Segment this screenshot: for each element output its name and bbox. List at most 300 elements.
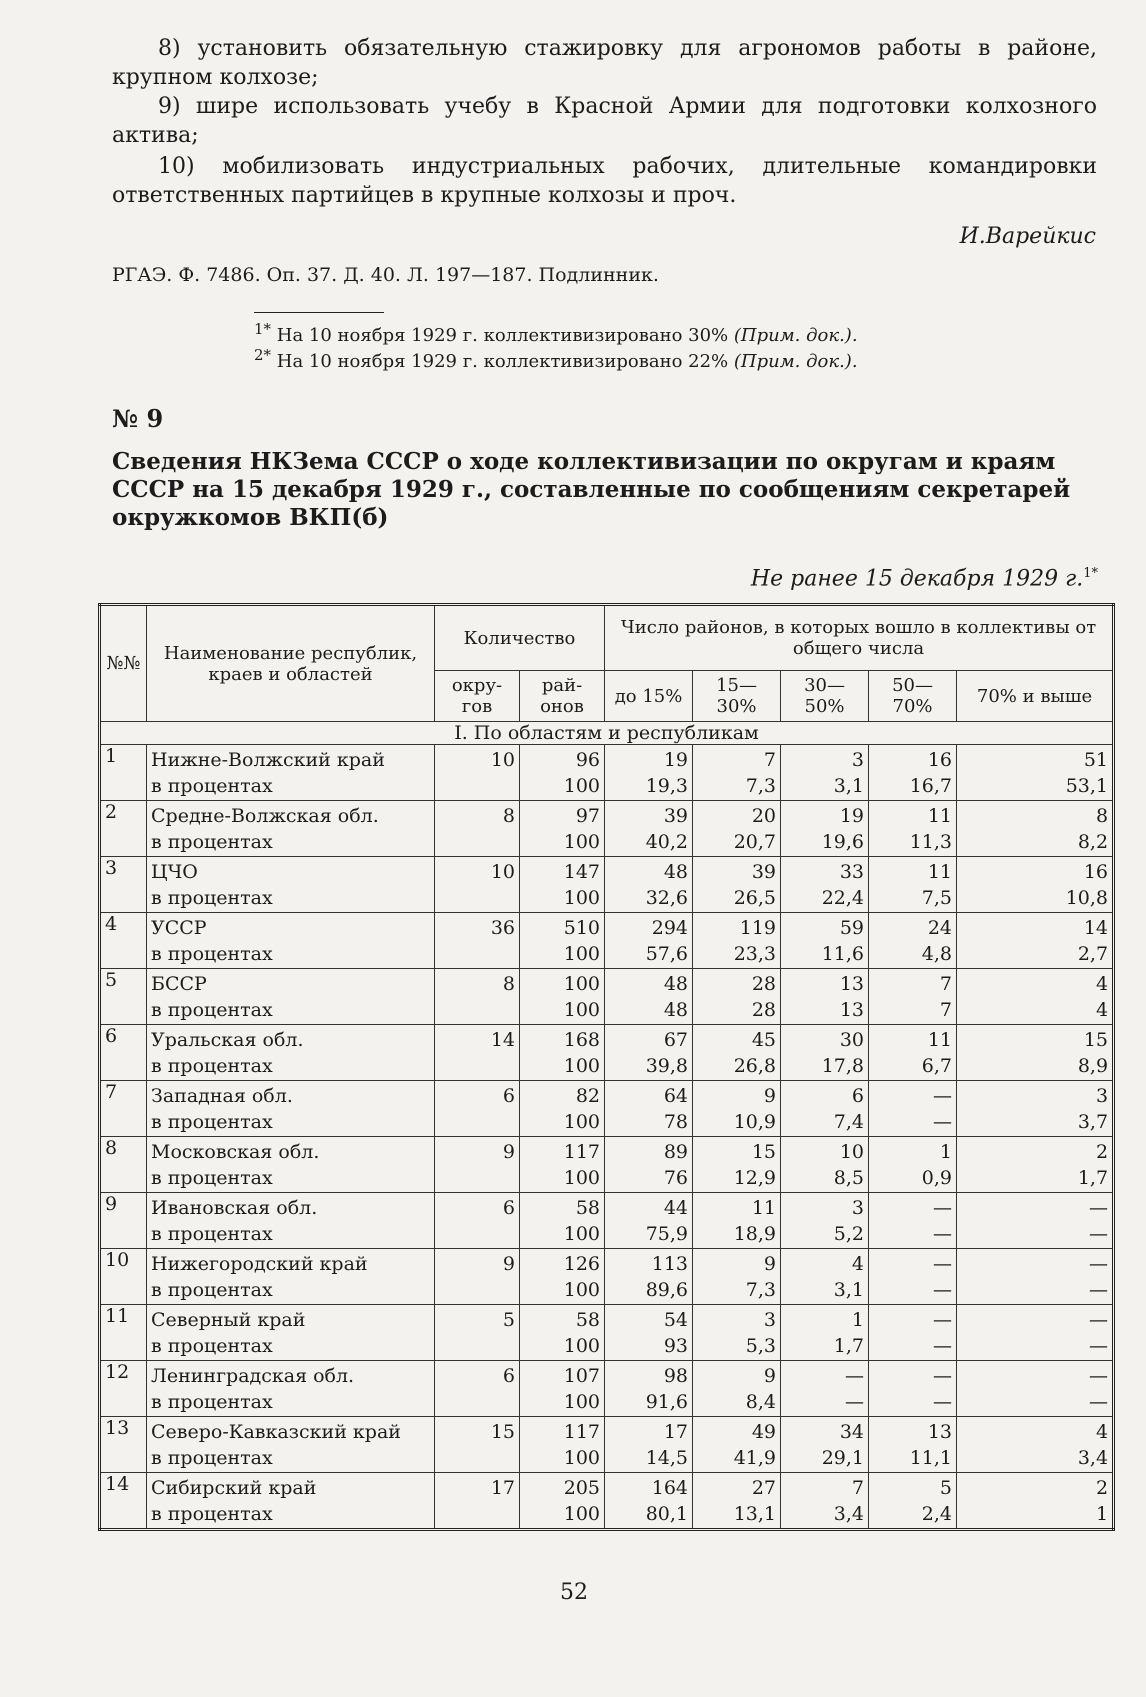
footnote-note: (Прим. док.). (733, 351, 858, 372)
date-text: Не ранее 15 декабря 1929 г. (750, 566, 1084, 592)
count-value: 9 (763, 1364, 777, 1387)
count-value: 97 (575, 804, 601, 827)
count-value: 7 (851, 1476, 865, 1499)
percent-value: — (1089, 1222, 1109, 1245)
value-cell (520, 1473, 605, 1530)
count-value: 7 (763, 748, 777, 771)
value-cell (869, 913, 957, 969)
value-cell (693, 1081, 781, 1137)
percent-value: 10,8 (1065, 886, 1109, 909)
value-cell (869, 1249, 957, 1305)
count-value: 49 (751, 1420, 777, 1443)
value-cell (605, 1417, 693, 1473)
value-cell (693, 1473, 781, 1530)
okrug-count: 9 (435, 1249, 520, 1305)
table-row (100, 1025, 1114, 1081)
count-value: 168 (563, 1028, 601, 1051)
region-percent-label: в процентах (151, 830, 273, 853)
count-value: 11 (927, 804, 953, 827)
region-name: Нижегородский край (151, 1252, 368, 1275)
okrug-count: 8 (435, 801, 520, 857)
value-cell (957, 1193, 1114, 1249)
value-cell (957, 857, 1114, 913)
count-value: 9 (763, 1084, 777, 1107)
footnote-text: На 10 ноября 1929 г. коллективизировано 22% (276, 351, 729, 372)
value-cell (605, 1081, 693, 1137)
value-cell (781, 801, 869, 857)
count-value: 24 (927, 916, 953, 939)
count-value: 5 (939, 1476, 953, 1499)
region-name: Ленинградская обл. (151, 1364, 355, 1387)
region-percent-label: в процентах (151, 998, 273, 1021)
percent-value: — (1089, 1334, 1109, 1357)
percent-value: 39,8 (645, 1054, 689, 1077)
count-value: 1 (851, 1308, 865, 1331)
value-cell (781, 969, 869, 1025)
count-value: 45 (751, 1028, 777, 1051)
count-value: — (1089, 1196, 1109, 1219)
value-cell (693, 1193, 781, 1249)
count-value: 20 (751, 804, 777, 827)
count-value: 16 (927, 748, 953, 771)
region-name: БССР (151, 972, 207, 995)
okrug-count: 5 (435, 1305, 520, 1361)
value-cell (957, 1473, 1114, 1530)
header-p4: 50— 70% (869, 671, 957, 722)
percent-value: — (1089, 1278, 1109, 1301)
page-number: 52 (560, 1580, 588, 1605)
count-value: 58 (575, 1308, 601, 1331)
percent-value: — (933, 1222, 953, 1245)
table-row (100, 1249, 1114, 1305)
count-value: 510 (563, 916, 601, 939)
region-cell (147, 1305, 435, 1361)
count-value: 48 (663, 972, 689, 995)
count-value: 3 (1095, 1084, 1109, 1107)
region-name: Западная обл. (151, 1084, 293, 1107)
footnote-note: (Прим. док.). (733, 325, 858, 346)
percent-value: 10,9 (733, 1110, 777, 1133)
value-cell (693, 913, 781, 969)
percent-value: 78 (663, 1110, 689, 1133)
percent-value: 100 (563, 998, 601, 1021)
paragraph-8: 8) установить обязательную стажировку для агрономов работы в районе, крупном колхозе; (112, 36, 1097, 90)
value-cell (781, 913, 869, 969)
footnote-mark: 2* (254, 346, 272, 364)
footnote-2 (254, 346, 858, 372)
count-value: 10 (839, 1140, 865, 1163)
percent-value: 100 (563, 886, 601, 909)
okrug-count: 14 (435, 1025, 520, 1081)
percent-value: 100 (563, 1334, 601, 1357)
value-cell (869, 969, 957, 1025)
percent-value: — (933, 1334, 953, 1357)
percent-value: 100 (563, 1278, 601, 1301)
region-name: Ивановская обл. (151, 1196, 318, 1219)
percent-value: 48 (663, 998, 689, 1021)
archive-source: РГАЭ. Ф. 7486. Оп. 37. Д. 40. Л. 197—187. Подлинник. (112, 264, 659, 286)
value-cell (781, 1025, 869, 1081)
region-cell (147, 801, 435, 857)
table-row (100, 1137, 1114, 1193)
signature: И.Варейкис (959, 224, 1096, 249)
value-cell (520, 1081, 605, 1137)
count-value: 58 (575, 1196, 601, 1219)
percent-value: 14,5 (645, 1446, 689, 1469)
value-cell (520, 857, 605, 913)
value-cell (781, 1361, 869, 1417)
header-okrug: окру- гов (435, 671, 520, 722)
count-value: — (933, 1364, 953, 1387)
region-cell (147, 1081, 435, 1137)
region-cell (147, 857, 435, 913)
value-cell (605, 1249, 693, 1305)
count-value: — (1089, 1364, 1109, 1387)
count-value: 89 (663, 1140, 689, 1163)
count-value: — (933, 1252, 953, 1275)
table-row (100, 1081, 1114, 1137)
count-value: 11 (927, 860, 953, 883)
value-cell (693, 1249, 781, 1305)
value-cell (869, 1417, 957, 1473)
percent-value: 3,4 (833, 1502, 865, 1525)
value-cell (957, 969, 1114, 1025)
percent-value: 3,1 (833, 1278, 865, 1301)
region-cell (147, 745, 435, 801)
value-cell (520, 1137, 605, 1193)
count-value: 28 (751, 972, 777, 995)
value-cell (957, 1305, 1114, 1361)
row-number: 13 (100, 1417, 147, 1473)
count-value: 34 (839, 1420, 865, 1443)
document-title: Сведения НКЗема СССР о ходе коллективизации по округам и краям СССР на 15 декабря 1929 г., составленные по сообщениям секретарей окружкомов ВКП(б) (112, 448, 1071, 531)
count-value: 39 (663, 804, 689, 827)
value-cell (781, 1305, 869, 1361)
percent-value: 76 (663, 1166, 689, 1189)
region-percent-label: в процентах (151, 1446, 273, 1469)
count-value: 164 (651, 1476, 689, 1499)
percent-value: 12,9 (733, 1166, 777, 1189)
count-value: 44 (663, 1196, 689, 1219)
percent-value: 100 (563, 1166, 601, 1189)
count-value: 82 (575, 1084, 601, 1107)
value-cell (957, 1249, 1114, 1305)
count-value: 3 (851, 748, 865, 771)
count-value: — (933, 1084, 953, 1107)
percent-value: 8,4 (745, 1390, 777, 1413)
percent-value: 16,7 (909, 774, 953, 797)
count-value: 15 (1083, 1028, 1109, 1051)
row-number: 10 (100, 1249, 147, 1305)
count-value: 19 (839, 804, 865, 827)
count-value: — (845, 1364, 865, 1387)
percent-value: 29,1 (821, 1446, 865, 1469)
value-cell (693, 745, 781, 801)
value-cell (869, 1305, 957, 1361)
percent-value: 2,4 (921, 1502, 953, 1525)
row-number: 4 (100, 913, 147, 969)
percent-value: — (845, 1390, 865, 1413)
percent-value: 19,3 (645, 774, 689, 797)
header-p2: 15— 30% (693, 671, 781, 722)
value-cell (605, 1361, 693, 1417)
percent-value: 100 (563, 942, 601, 965)
region-cell (147, 1417, 435, 1473)
percent-value: 18,9 (733, 1222, 777, 1245)
table-row (100, 801, 1114, 857)
value-cell (520, 1193, 605, 1249)
percent-value: 2,7 (1077, 942, 1109, 965)
value-cell (781, 1193, 869, 1249)
percent-value: 13,1 (733, 1502, 777, 1525)
row-number: 2 (100, 801, 147, 857)
value-cell (957, 1081, 1114, 1137)
percent-value: 80,1 (645, 1502, 689, 1525)
value-cell (869, 1137, 957, 1193)
value-cell (693, 1025, 781, 1081)
region-cell (147, 969, 435, 1025)
percent-value: 57,6 (645, 942, 689, 965)
count-value: — (1089, 1252, 1109, 1275)
count-value: 11 (751, 1196, 777, 1219)
region-name: УССР (151, 916, 207, 939)
count-value: 4 (1095, 972, 1109, 995)
region-percent-label: в процентах (151, 1390, 273, 1413)
percent-value: 89,6 (645, 1278, 689, 1301)
percent-value: 5,2 (833, 1222, 865, 1245)
percent-value: 19,6 (821, 830, 865, 853)
date-footnote-mark: 1* (1083, 566, 1098, 581)
percent-value: 5,3 (745, 1334, 777, 1357)
value-cell (693, 1361, 781, 1417)
value-cell (605, 1193, 693, 1249)
region-name: Северо-Кавказский край (151, 1420, 401, 1443)
count-value: 126 (563, 1252, 601, 1275)
header-quantity: Количество (435, 605, 605, 671)
document-number: № 9 (112, 404, 164, 433)
table-row (100, 1193, 1114, 1249)
percent-value: 26,8 (733, 1054, 777, 1077)
count-value: 16 (1083, 860, 1109, 883)
percent-value: 100 (563, 1390, 601, 1413)
count-value: 98 (663, 1364, 689, 1387)
okrug-count: 8 (435, 969, 520, 1025)
percent-value: 1,7 (833, 1334, 865, 1357)
percent-value: 91,6 (645, 1390, 689, 1413)
value-cell (605, 857, 693, 913)
percent-value: 6,7 (921, 1054, 953, 1077)
value-cell (957, 913, 1114, 969)
region-cell (147, 1361, 435, 1417)
percent-value: 11,1 (909, 1446, 953, 1469)
value-cell (781, 1473, 869, 1530)
value-cell (957, 801, 1114, 857)
row-number: 5 (100, 969, 147, 1025)
percent-value: 8,5 (833, 1166, 865, 1189)
okrug-count: 6 (435, 1193, 520, 1249)
count-value: 15 (751, 1140, 777, 1163)
region-percent-label: в процентах (151, 1166, 273, 1189)
region-percent-label: в процентах (151, 1334, 273, 1357)
footnote-divider (254, 312, 384, 313)
count-value: — (1089, 1308, 1109, 1331)
percent-value: 75,9 (645, 1222, 689, 1245)
percent-value: 23,3 (733, 942, 777, 965)
count-value: 117 (563, 1420, 601, 1443)
value-cell (781, 1081, 869, 1137)
value-cell (520, 801, 605, 857)
row-number: 7 (100, 1081, 147, 1137)
region-name: Нижне-Волжский край (151, 748, 385, 771)
value-cell (520, 913, 605, 969)
count-value: 67 (663, 1028, 689, 1051)
percent-value: 7 (939, 998, 953, 1021)
count-value: 33 (839, 860, 865, 883)
percent-value: — (1089, 1390, 1109, 1413)
count-value: 6 (851, 1084, 865, 1107)
value-cell (520, 1361, 605, 1417)
region-percent-label: в процентах (151, 1054, 273, 1077)
count-value: 59 (839, 916, 865, 939)
percent-value: 100 (563, 1446, 601, 1469)
value-cell (693, 1305, 781, 1361)
percent-value: 7,4 (833, 1110, 865, 1133)
value-cell (781, 1137, 869, 1193)
value-cell (957, 1137, 1114, 1193)
count-value: 14 (1083, 916, 1109, 939)
percent-value: 1 (1095, 1502, 1109, 1525)
value-cell (520, 969, 605, 1025)
value-cell (605, 1473, 693, 1530)
count-value: 30 (839, 1028, 865, 1051)
value-cell (605, 913, 693, 969)
value-cell (781, 1249, 869, 1305)
count-value: 51 (1083, 748, 1109, 771)
percent-value: 28 (751, 998, 777, 1021)
percent-value: 7,3 (745, 774, 777, 797)
document-date (751, 566, 1098, 591)
footnote-mark: 1* (254, 320, 272, 338)
region-cell (147, 1249, 435, 1305)
percent-value: 100 (563, 1222, 601, 1245)
row-number: 6 (100, 1025, 147, 1081)
value-cell (869, 801, 957, 857)
row-number: 3 (100, 857, 147, 913)
count-value: 48 (663, 860, 689, 883)
count-value: 54 (663, 1308, 689, 1331)
value-cell (869, 1473, 957, 1530)
count-value: 2 (1095, 1140, 1109, 1163)
count-value: 17 (663, 1420, 689, 1443)
paragraph-9: 9) шире использовать учебу в Красной Армии для подготовки колхозного актива; (112, 94, 1097, 148)
value-cell (781, 857, 869, 913)
table-row (100, 1417, 1114, 1473)
region-cell (147, 1137, 435, 1193)
value-cell (869, 745, 957, 801)
region-percent-label: в процентах (151, 942, 273, 965)
header-raion: рай- онов (520, 671, 605, 722)
count-value: 2 (1095, 1476, 1109, 1499)
collectivization-table (98, 603, 1115, 1531)
okrug-count: 6 (435, 1081, 520, 1137)
value-cell (693, 1417, 781, 1473)
count-value: 19 (663, 748, 689, 771)
count-value: 27 (751, 1476, 777, 1499)
percent-value: 3,1 (833, 774, 865, 797)
region-name: Уральская обл. (151, 1028, 304, 1051)
table-row (100, 969, 1114, 1025)
header-districts: Число районов, в которых вошло в коллективы от общего числа (605, 605, 1114, 671)
region-cell (147, 1473, 435, 1530)
value-cell (693, 857, 781, 913)
count-value: 3 (851, 1196, 865, 1219)
percent-value: 1,7 (1077, 1166, 1109, 1189)
region-name: ЦЧО (151, 860, 198, 883)
table-row (100, 1305, 1114, 1361)
percent-value: 3,7 (1077, 1110, 1109, 1133)
table-row (100, 745, 1114, 801)
header-p3: 30— 50% (781, 671, 869, 722)
percent-value: 100 (563, 830, 601, 853)
value-cell (957, 1025, 1114, 1081)
percent-value: — (933, 1278, 953, 1301)
value-cell (781, 745, 869, 801)
count-value: 117 (563, 1140, 601, 1163)
percent-value: 4 (1095, 998, 1109, 1021)
value-cell (957, 745, 1114, 801)
percent-value: 17,8 (821, 1054, 865, 1077)
value-cell (869, 1193, 957, 1249)
value-cell (605, 969, 693, 1025)
value-cell (693, 969, 781, 1025)
region-name: Северный край (151, 1308, 306, 1331)
count-value: 9 (763, 1252, 777, 1275)
percent-value: 7,3 (745, 1278, 777, 1301)
count-value: 13 (839, 972, 865, 995)
footnote-text: На 10 ноября 1929 г. коллективизировано 30% (276, 325, 729, 346)
count-value: 4 (1095, 1420, 1109, 1443)
percent-value: 7,5 (921, 886, 953, 909)
percent-value: 100 (563, 774, 601, 797)
percent-value: 93 (663, 1334, 689, 1357)
okrug-count: 9 (435, 1137, 520, 1193)
percent-value: 3,4 (1077, 1446, 1109, 1469)
count-value: 1 (939, 1140, 953, 1163)
percent-value: 41,9 (733, 1446, 777, 1469)
value-cell (605, 801, 693, 857)
percent-value: 22,4 (821, 886, 865, 909)
count-value: 294 (651, 916, 689, 939)
count-value: 8 (1095, 804, 1109, 827)
percent-value: 40,2 (645, 830, 689, 853)
footnote-1 (254, 320, 858, 346)
percent-value: 100 (563, 1054, 601, 1077)
value-cell (957, 1361, 1114, 1417)
section-title: I. По областям и республикам (100, 722, 1114, 745)
value-cell (693, 801, 781, 857)
okrug-count: 15 (435, 1417, 520, 1473)
header-num: №№ (100, 605, 147, 722)
count-value: 4 (851, 1252, 865, 1275)
percent-value: 8,9 (1077, 1054, 1109, 1077)
table-row (100, 913, 1114, 969)
header-name: Наименование республик, краев и областей (147, 605, 435, 722)
count-value: 100 (563, 972, 601, 995)
okrug-count: 10 (435, 857, 520, 913)
percent-value: — (933, 1110, 953, 1133)
percent-value: 100 (563, 1502, 601, 1525)
value-cell (520, 745, 605, 801)
